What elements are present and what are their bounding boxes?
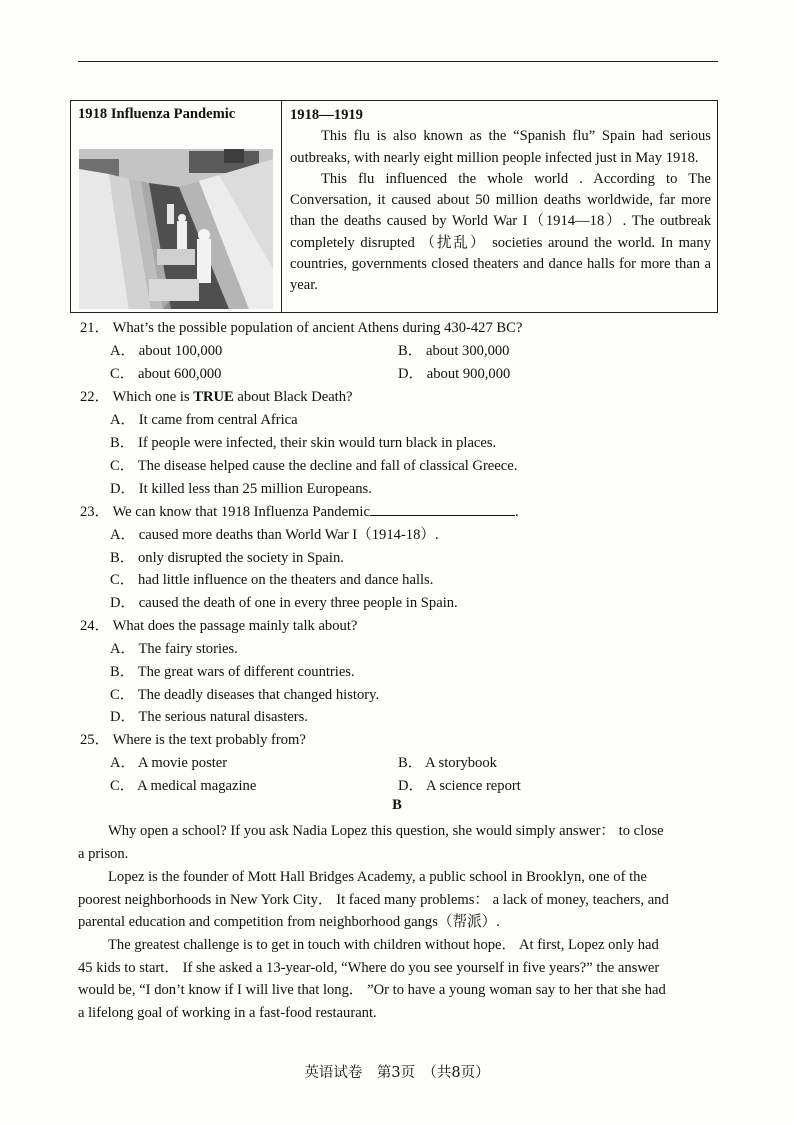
q22-stem-pre: 22． Which one is	[80, 389, 194, 405]
answer-blank	[370, 501, 515, 516]
q22-option-d: D． It killed less than 25 million Europeans.	[110, 481, 372, 497]
q21-option-b: B． about 300,000	[398, 343, 510, 359]
q23-stem-end: .	[514, 504, 519, 520]
section-b-paragraph-2	[78, 866, 720, 934]
section-b-heading: B	[392, 797, 402, 813]
header-rule	[78, 61, 718, 62]
section-b-paragraph-3	[78, 934, 720, 1025]
q21-option-d: D． about 900,000	[398, 366, 511, 382]
q21-option-a: A． about 100,000	[110, 343, 223, 359]
q22-stem-post: about Black Death?	[233, 389, 353, 405]
q24-option-a: A． The fairy stories.	[110, 641, 238, 657]
table-text	[290, 105, 711, 297]
question-23	[80, 501, 519, 524]
q21-option-c: C． about 600,000	[110, 366, 222, 382]
q22-stem-bold: TRUE	[193, 389, 234, 405]
table-dates: 1918—1919	[290, 107, 363, 123]
para2-line-1: Lopez is the founder of Mott Hall Bridges Academy, a public school in Brooklyn, one of the	[108, 869, 647, 885]
q22-option-b: B． If people were infected, their skin would turn black in places.	[110, 435, 497, 451]
q23-option-d: D． caused the death of one in every three people in Spain.	[110, 595, 458, 611]
table-divider	[281, 101, 282, 312]
q25-option-c: C． A medical magazine	[110, 778, 257, 794]
para3-line-3: would be, “I don’t know if I will live that long． ”Or to have a young woman say to her that she had	[78, 982, 666, 999]
q23-stem: 23． We can know that 1918 Influenza Pandemic	[80, 504, 370, 520]
q25-option-b: B． A storybook	[398, 755, 497, 771]
question-24: 24． What does the passage mainly talk about?	[80, 618, 358, 634]
q24-option-d: D． The serious natural disasters.	[110, 709, 308, 725]
table-left-title: 1918 Influenza Pandemic	[78, 106, 236, 122]
q24-option-b: B． The great wars of different countries.	[110, 664, 355, 680]
question-21: 21． What’s the possible population of ancient Athens during 430-427 BC?	[80, 320, 523, 336]
para2-line-2: poorest neighborhoods in New York City． It faced many problems： a lack of money, teachers, and	[78, 891, 669, 908]
q24-option-c: C． The deadly diseases that changed history.	[110, 687, 380, 703]
question-25: 25． Where is the text probably from?	[80, 732, 306, 748]
q22-option-c: C． The disease helped cause the decline and fall of classical Greece.	[110, 458, 518, 474]
q25-option-a: A． A movie poster	[110, 755, 228, 771]
question-22	[80, 386, 353, 409]
para1-line-1: Why open a school? If you ask Nadia Lopez this question, she would simply answer： to close	[108, 823, 664, 839]
q22-option-a: A． It came from central Africa	[110, 412, 298, 428]
pandemic-photo	[79, 149, 273, 309]
para3-line-1: The greatest challenge is to get in touch with children without hope． At first, Lopez only had	[108, 937, 659, 953]
page-footer: 英语试卷 第3页 （共8页）	[304, 1065, 490, 1081]
q23-option-a: A． caused more deaths than World War I（1914-18）.	[110, 527, 439, 543]
section-b-paragraph-1	[78, 820, 720, 865]
hospital-tents-image	[79, 149, 273, 309]
para3-line-2: 45 kids to start． If she asked a 13-year-old, “Where do you see yourself in five years?” the answer	[78, 959, 660, 976]
q23-option-b: B． only disrupted the society in Spain.	[110, 550, 344, 566]
info-table	[70, 100, 718, 313]
para1-line-2: a prison.	[78, 845, 129, 862]
q25-option-d: D． A science report	[398, 778, 521, 794]
table-paragraph-1: This flu is also known as the “Spanish flu” Spain had serious outbreaks, with nearly eight million people infected just in May 1918.	[290, 128, 711, 166]
table-paragraph-2: This flu influenced the whole world . According to The Conversation, it caused about 50 million deaths worldwide, far more than the deaths caused by World War I（1914—18）. The outbreak completely disrupted （扰乱） societies around the world. In many countries, governments closed theaters and dance halls for more than a year.	[290, 170, 711, 294]
para3-line-4: a lifelong goal of working in a fast-food restaurant.	[78, 1005, 377, 1022]
q23-option-c: C． had little influence on the theaters and dance halls.	[110, 572, 434, 588]
para2-line-3: parental education and competition from neighborhood gangs（帮派）.	[78, 914, 500, 931]
